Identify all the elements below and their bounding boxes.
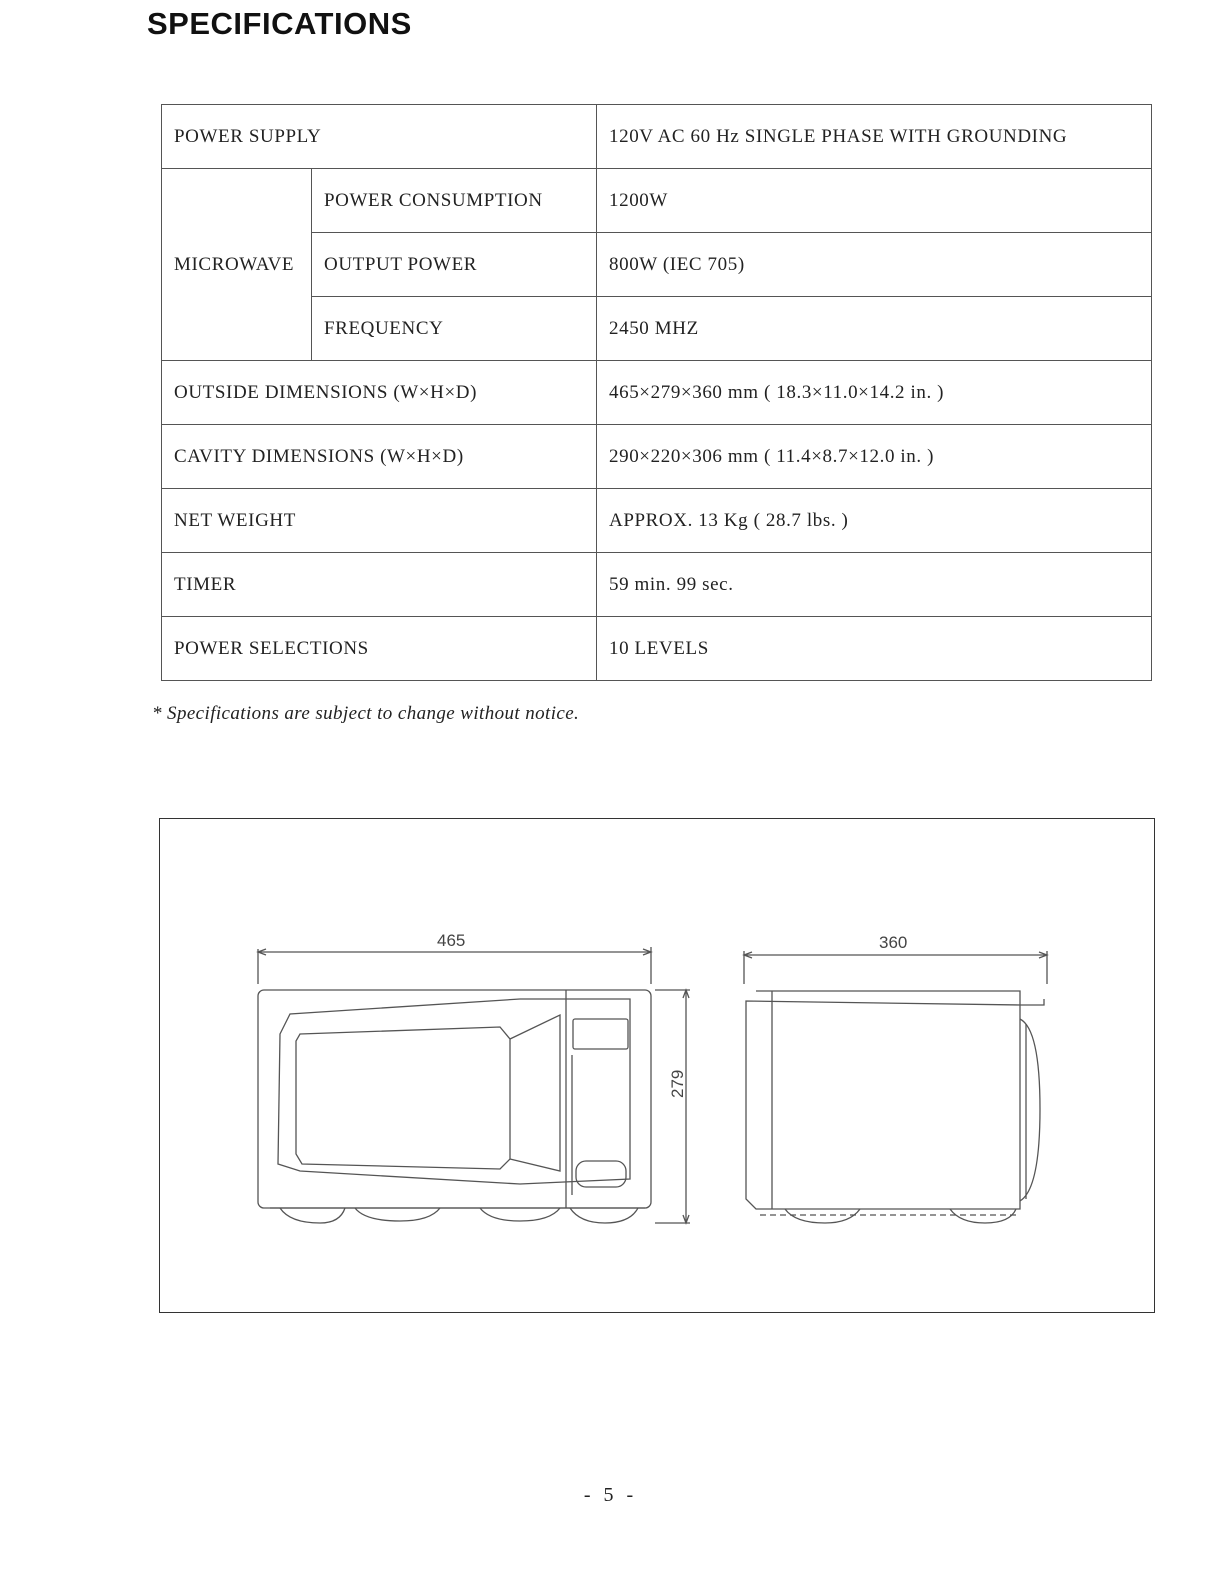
front-height-dimension <box>655 990 690 1223</box>
power-selections-label: POWER SELECTIONS <box>162 617 597 681</box>
frequency-label: FREQUENCY <box>312 297 597 361</box>
height-dimension-label: 279 <box>668 1069 687 1098</box>
table-row <box>162 169 1152 233</box>
outside-dimensions-value: 465×279×360 mm ( 18.3×11.0×14.2 in. ) <box>597 361 1152 425</box>
table-row <box>162 617 1152 681</box>
table-row <box>162 425 1152 489</box>
dimension-drawing <box>159 818 1155 1313</box>
power-supply-label: POWER SUPPLY <box>162 105 597 169</box>
microwave-label: MICROWAVE <box>162 169 312 361</box>
front-width-dimension <box>258 947 651 984</box>
frequency-value: 2450 MHZ <box>597 297 1152 361</box>
power-supply-value: 120V AC 60 Hz SINGLE PHASE WITH GROUNDING <box>597 105 1152 169</box>
page-title: SPECIFICATIONS <box>147 6 412 41</box>
timer-value: 59 min. 99 sec. <box>597 553 1152 617</box>
net-weight-label: NET WEIGHT <box>162 489 597 553</box>
microwave-front-view <box>258 990 651 1223</box>
table-row <box>162 553 1152 617</box>
depth-dimension-label: 360 <box>879 933 908 952</box>
output-power-value: 800W (IEC 705) <box>597 233 1152 297</box>
cavity-dimensions-label: CAVITY DIMENSIONS (W×H×D) <box>162 425 597 489</box>
side-depth-dimension <box>744 951 1047 984</box>
table-row <box>162 105 1152 169</box>
outside-dimensions-label: OUTSIDE DIMENSIONS (W×H×D) <box>162 361 597 425</box>
specifications-table <box>161 104 1152 681</box>
table-row <box>162 489 1152 553</box>
power-consumption-label: POWER CONSUMPTION <box>312 169 597 233</box>
table-row <box>162 361 1152 425</box>
power-selections-value: 10 LEVELS <box>597 617 1152 681</box>
specifications-note: * Specifications are subject to change without notice. <box>152 703 580 724</box>
microwave-side-view <box>746 991 1044 1223</box>
timer-label: TIMER <box>162 553 597 617</box>
page-number: - 5 - <box>583 1484 638 1506</box>
output-power-label: OUTPUT POWER <box>312 233 597 297</box>
power-consumption-value: 1200W <box>597 169 1152 233</box>
width-dimension-label: 465 <box>437 931 466 950</box>
cavity-dimensions-value: 290×220×306 mm ( 11.4×8.7×12.0 in. ) <box>597 425 1152 489</box>
net-weight-value: APPROX. 13 Kg ( 28.7 lbs. ) <box>597 489 1152 553</box>
